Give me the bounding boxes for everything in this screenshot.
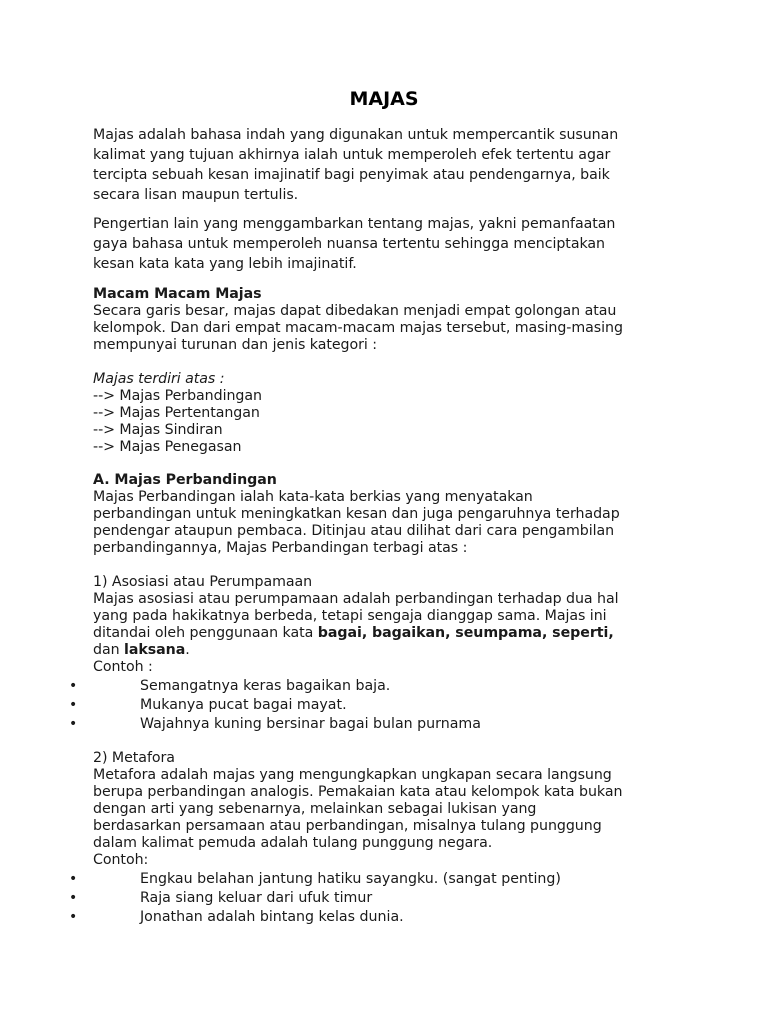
bullet-icon: • (69, 678, 78, 694)
types-line: Secara garis besar, majas dapat dibedakan menjadi empat golongan atau (93, 303, 617, 319)
example-item: Jonathan adalah bintang kelas dunia. (140, 909, 404, 925)
line-text: . (185, 642, 190, 658)
example-item: Mukanya pucat bagai mayat. (140, 697, 347, 713)
example-item: Engkau belahan jantung hatiku sayangku. (sangat penting) (140, 871, 561, 887)
keyword-list-bold: bagai, bagaikan, seumpama, seperti, (317, 625, 614, 641)
types-list-item: --> Majas Perbandingan (93, 388, 262, 404)
intro-line: tercipta sebuah kesan imajinatif bagi penyimak atau pendengarnya, baik (93, 167, 610, 183)
section-a-line: perbandingannya, Majas Perbandingan terbagi atas : (93, 540, 468, 556)
subsection-heading-metafora: 2) Metafora (93, 750, 175, 766)
definition-line: gaya bahasa untuk memperoleh nuansa tertentu sehingga menciptakan (93, 236, 605, 252)
types-line: kelompok. Dan dari empat macam-macam majas tersebut, masing-masing (93, 320, 623, 336)
section-a-line: pendengar ataupun pembaca. Ditinjau atau dilihat dari cara pengambilan (93, 523, 615, 539)
line-text: ditandai oleh penggunaan kata (93, 625, 318, 641)
bullet-icon: • (69, 716, 78, 732)
types-list-intro: Majas terdiri atas : (93, 371, 225, 387)
types-line: mempunyai turunan dan jenis kategori : (93, 337, 377, 353)
example-item: Raja siang keluar dari ufuk timur (140, 890, 373, 906)
definition-line: kesan kata kata yang lebih imajinatif. (93, 256, 357, 272)
bullet-icon: • (69, 697, 78, 713)
intro-line: secara lisan maupun tertulis. (93, 187, 299, 203)
intro-line: kalimat yang tujuan akhirnya ialah untuk memperoleh efek tertentu agar (93, 147, 611, 163)
definition-line: Pengertian lain yang menggambarkan tentang majas, yakni pemanfaatan (93, 216, 616, 232)
document-title: MAJAS (349, 88, 419, 110)
subsection-heading-asosiasi: 1) Asosiasi atau Perumpamaan (93, 574, 313, 590)
keyword-bold: laksana (124, 642, 186, 658)
example-item: Wajahnya kuning bersinar bagai bulan purnama (140, 716, 481, 732)
example-label: Contoh : (93, 659, 153, 675)
subsection-2-line: Metafora adalah majas yang mengungkapkan ungkapan secara langsung (93, 767, 612, 783)
example-label: Contoh: (93, 852, 149, 868)
subsection-1-line (93, 642, 190, 659)
subsection-2-line: berupa perbandingan analogis. Pemakaian kata atau kelompok kata bukan (93, 784, 623, 800)
bullet-icon: • (69, 909, 78, 925)
section-heading-types: Macam Macam Majas (93, 286, 262, 302)
section-a-line: perbandingan untuk meningkatkan kesan dan juga pengaruhnya terhadap (93, 506, 620, 522)
subsection-1-line: yang pada hakikatnya berbeda, tetapi sengaja dianggap sama. Majas ini (93, 608, 607, 624)
subsection-2-line: berdasarkan persamaan atau perbandingan, misalnya tulang punggung (93, 818, 602, 834)
subsection-1-line: Majas asosiasi atau perumpamaan adalah perbandingan terhadap dua hal (93, 591, 619, 607)
intro-line: Majas adalah bahasa indah yang digunakan untuk mempercantik susunan (93, 127, 619, 143)
bullet-icon: • (69, 871, 78, 887)
bullet-icon: • (69, 890, 78, 906)
types-list-item: --> Majas Pertentangan (93, 405, 260, 421)
section-heading-a: A. Majas Perbandingan (93, 472, 277, 488)
section-a-line: Majas Perbandingan ialah kata-kata berkias yang menyatakan (93, 489, 533, 505)
subsection-2-line: dengan arti yang sebenarnya, melainkan sebagai lukisan yang (93, 801, 537, 817)
line-text: dan (93, 642, 125, 658)
subsection-2-line: dalam kalimat pemuda adalah tulang punggung negara. (93, 835, 493, 851)
subsection-1-line (93, 625, 614, 642)
example-item: Semangatnya keras bagaikan baja. (140, 678, 391, 694)
types-list-item: --> Majas Sindiran (93, 422, 223, 438)
types-list-item: --> Majas Penegasan (93, 439, 242, 455)
